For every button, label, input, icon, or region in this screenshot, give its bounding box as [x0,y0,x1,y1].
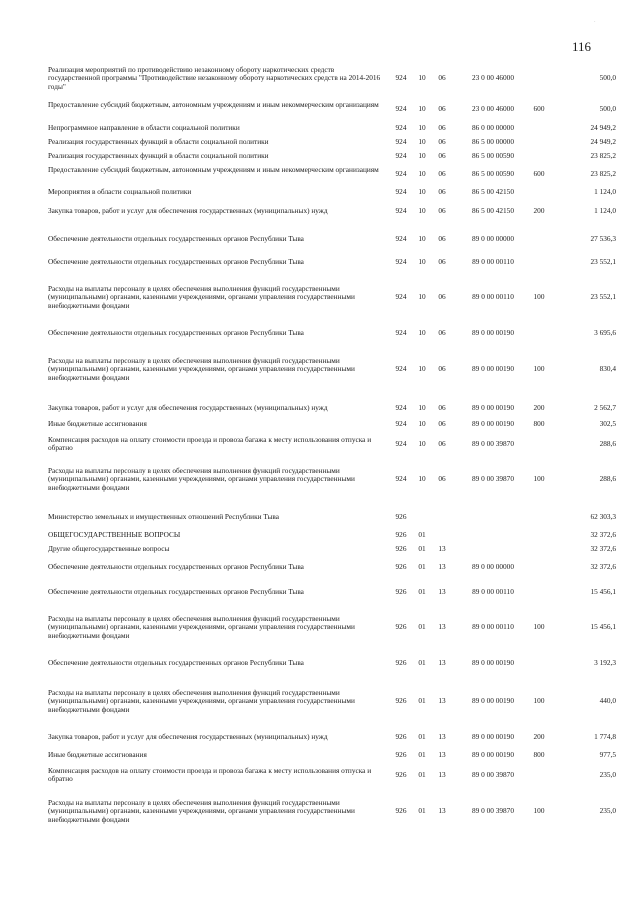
cell-rz: 10 [418,169,426,179]
cell-sum: 440,0 [599,696,616,706]
cell-pr: 06 [438,474,446,484]
cell-name: Компенсация расходов на оплату стоимости проезда и провоза багажа к месту использования отпуска и обратно [48,435,372,453]
cell-ved: 926 [395,622,407,632]
cell-rz: 10 [418,104,426,114]
cell-sum: 500,0 [599,104,616,114]
cell-pr: 06 [438,104,446,114]
cell-name: Расходы на выплаты персоналу в целях обеспечения выполнения функций государственными (муниципальными) органами, казенными учреждениями, органами управления государственными внебюджетными фондами [48,284,355,310]
cell-pr: 06 [438,403,446,412]
cell-vr: 100 [533,806,545,816]
cell-ved: 926 [395,806,407,816]
cell-vr: 100 [533,696,545,706]
cell-ved: 924 [395,73,407,83]
cell-sum: 288,6 [599,439,616,449]
cell-rz: 10 [418,137,426,146]
cell-rz: 10 [418,234,426,243]
cell-pr: 06 [438,187,446,196]
cell-sum: 23 825,2 [590,169,616,179]
cell-ved: 924 [395,187,407,196]
cell-rz: 01 [418,562,426,571]
cell-name: Предоставление субсидий бюджетным, автономным учреждениям и иным некоммерческим организациям [48,100,379,109]
cell-vr: 100 [533,292,545,302]
cell-csr: 86 5 00 42150 [472,206,514,215]
cell-pr: 06 [438,206,446,215]
cell-pr: 06 [438,364,446,374]
cell-pr: 13 [438,806,446,816]
cell-ved: 924 [395,292,407,302]
cell-pr: 13 [438,562,446,571]
cell-rz: 01 [418,732,426,741]
cell-rz: 01 [418,696,426,706]
cell-name: Закупка товаров, работ и услуг для обеспечения государственных (муниципальных) нужд [48,403,328,412]
cell-ved: 924 [395,104,407,114]
cell-sum: 24 949,2 [590,137,616,146]
cell-vr: 100 [533,622,545,632]
cell-sum: 288,6 [599,474,616,484]
cell-sum: 830,4 [599,364,616,374]
cell-rz: 01 [418,622,426,632]
cell-name: Министерство земельных и имущественных отношений Республики Тыва [48,512,279,521]
cell-csr: 89 0 00 00000 [472,234,514,243]
cell-csr: 89 0 00 00190 [472,419,514,428]
cell-sum: 3 192,3 [594,658,616,667]
cell-rz: 10 [418,73,426,83]
cell-csr: 86 0 00 00000 [472,123,514,132]
cell-csr: 89 0 00 00110 [472,587,514,596]
cell-pr: 13 [438,696,446,706]
cell-csr: 86 5 00 00590 [472,169,514,179]
cell-pr: 06 [438,73,446,83]
cell-ved: 924 [395,137,407,146]
cell-rz: 01 [418,544,426,553]
cell-pr: 13 [438,770,446,780]
cell-pr: 13 [438,732,446,741]
cell-ved: 926 [395,750,407,759]
cell-csr: 89 0 00 00190 [472,403,514,412]
cell-name: Обеспечение деятельности отдельных государственных органов Республики Тыва [48,562,304,571]
cell-csr: 89 0 00 39870 [472,474,514,484]
cell-sum: 62 303,3 [590,512,616,521]
cell-sum: 235,0 [599,806,616,816]
cell-pr: 06 [438,151,446,160]
cell-ved: 924 [395,364,407,374]
cell-name: Обеспечение деятельности отдельных государственных органов Республики Тыва [48,257,304,266]
cell-csr: 86 5 00 00000 [472,137,514,146]
cell-name: Обеспечение деятельности отдельных государственных органов Республики Тыва [48,234,304,243]
cell-ved: 924 [395,234,407,243]
cell-pr: 06 [438,137,446,146]
cell-rz: 10 [418,187,426,196]
cell-rz: 10 [418,419,426,428]
cell-csr: 89 0 00 00190 [472,658,514,667]
cell-name: Обеспечение деятельности отдельных государственных органов Республики Тыва [48,328,304,337]
cell-csr: 89 0 00 00190 [472,732,514,741]
cell-name: Предоставление субсидий бюджетным, автономным учреждениям и иным некоммерческим организациям [48,165,379,174]
cell-csr: 86 5 00 42150 [472,187,514,196]
cell-rz: 10 [418,257,426,266]
cell-rz: 01 [418,750,426,759]
cell-rz: 10 [418,151,426,160]
cell-name: Обеспечение деятельности отдельных государственных органов Республики Тыва [48,587,304,596]
cell-csr: 89 0 00 39870 [472,439,514,449]
cell-pr: 06 [438,439,446,449]
cell-csr: 89 0 00 39870 [472,770,514,780]
cell-sum: 1 774,8 [594,732,616,741]
cell-name: Расходы на выплаты персоналу в целях обеспечения выполнения функций государственными (муниципальными) органами, казенными учреждениями, органами управления государственными внебюджетными фондами [48,466,355,492]
cell-vr: 600 [533,169,545,179]
cell-rz: 10 [418,439,426,449]
cell-pr: 06 [438,257,446,266]
cell-csr: 89 0 00 00000 [472,562,514,571]
cell-sum: 1 124,0 [594,187,616,196]
cell-ved: 926 [395,530,407,539]
cell-pr: 13 [438,658,446,667]
cell-sum: 15 456,1 [590,587,616,596]
cell-vr: 600 [533,104,545,114]
cell-csr: 89 0 00 00110 [472,292,514,302]
cell-ved: 926 [395,658,407,667]
cell-vr: 200 [533,403,545,412]
cell-rz: 10 [418,292,426,302]
cell-sum: 23 552,1 [590,257,616,266]
cell-name: Мероприятия в области социальной политики [48,187,192,196]
cell-pr: 13 [438,750,446,759]
cell-pr: 13 [438,587,446,596]
cell-name: Закупка товаров, работ и услуг для обеспечения государственных (муниципальных) нужд [48,732,328,741]
page-number: 116 [572,39,592,54]
cell-name: Непрограммное направление в области социальной политики [48,123,240,132]
cell-sum: 27 536,3 [590,234,616,243]
cell-vr: 100 [533,364,545,374]
cell-sum: 23 825,2 [590,151,616,160]
cell-name: Реализация мероприятий по противодействию незаконному обороту наркотических средств государственной программы "Противодействие незаконному обороту наркотических средств на 2014-2016 годы" [48,65,381,91]
cell-rz: 01 [418,770,426,780]
cell-ved: 924 [395,439,407,449]
cell-pr: 13 [438,622,446,632]
cell-csr: 89 0 00 00190 [472,364,514,374]
cell-name: Компенсация расходов на оплату стоимости проезда и провоза багажа к месту использования отпуска и обратно [48,766,372,784]
cell-pr: 06 [438,292,446,302]
cell-rz: 01 [418,530,426,539]
cell-ved: 924 [395,151,407,160]
cell-name: Иные бюджетные ассигнования [48,750,147,759]
cell-rz: 10 [418,206,426,215]
cell-sum: 500,0 [599,73,616,83]
cell-sum: 32 372,6 [590,544,616,553]
cell-sum: 977,5 [599,750,616,759]
cell-sum: 1 124,0 [594,206,616,215]
cell-pr: 06 [438,169,446,179]
cell-sum: 302,5 [599,419,616,428]
cell-ved: 924 [395,169,407,179]
cell-sum: 24 949,2 [590,123,616,132]
cell-csr: 23 0 00 46000 [472,104,514,114]
cell-csr: 89 0 00 39870 [472,806,514,816]
cell-sum: 235,0 [599,770,616,780]
cell-sum: 32 372,6 [590,530,616,539]
cell-sum: 15 456,1 [590,622,616,632]
cell-pr: 06 [438,419,446,428]
cell-vr: 800 [533,750,545,759]
cell-csr: 89 0 00 00110 [472,622,514,632]
cell-name: Обеспечение деятельности отдельных государственных органов Республики Тыва [48,658,304,667]
cell-ved: 924 [395,403,407,412]
cell-csr: 89 0 00 00110 [472,257,514,266]
cell-rz: 01 [418,806,426,816]
cell-ved: 926 [395,732,407,741]
cell-ved: 926 [395,512,407,521]
corner-mark: · [594,20,596,25]
cell-vr: 100 [533,474,545,484]
cell-ved: 926 [395,562,407,571]
cell-pr: 06 [438,234,446,243]
cell-rz: 10 [418,328,426,337]
cell-sum: 2 562,7 [594,403,616,412]
cell-csr: 86 5 00 00590 [472,151,514,160]
cell-name: Реализация государственных функций в области социальной политики [48,137,269,146]
cell-ved: 926 [395,770,407,780]
cell-name: Иные бюджетные ассигнования [48,419,147,428]
cell-ved: 924 [395,206,407,215]
cell-rz: 10 [418,474,426,484]
cell-pr: 13 [438,544,446,553]
cell-csr: 89 0 00 00190 [472,750,514,759]
cell-pr: 06 [438,123,446,132]
cell-ved: 924 [395,123,407,132]
cell-rz: 10 [418,123,426,132]
cell-name: Расходы на выплаты персоналу в целях обеспечения выполнения функций государственными (муниципальными) органами, казенными учреждениями, органами управления государственными внебюджетными фондами [48,614,355,640]
cell-rz: 10 [418,364,426,374]
cell-ved: 926 [395,587,407,596]
cell-ved: 924 [395,419,407,428]
cell-name: ОБЩЕГОСУДАРСТВЕННЫЕ ВОПРОСЫ [48,530,181,539]
cell-vr: 200 [533,206,545,215]
cell-name: Другие общегосударственные вопросы [48,544,170,553]
cell-sum: 23 552,1 [590,292,616,302]
cell-name: Закупка товаров, работ и услуг для обеспечения государственных (муниципальных) нужд [48,206,328,215]
cell-vr: 200 [533,732,545,741]
cell-ved: 926 [395,696,407,706]
cell-rz: 10 [418,403,426,412]
cell-csr: 89 0 00 00190 [472,696,514,706]
cell-ved: 924 [395,474,407,484]
cell-name: Расходы на выплаты персоналу в целях обеспечения выполнения функций государственными (муниципальными) органами, казенными учреждениями, органами управления государственными внебюджетными фондами [48,688,355,714]
cell-name: Расходы на выплаты персоналу в целях обеспечения выполнения функций государственными (муниципальными) органами, казенными учреждениями, органами управления государственными внебюджетными фондами [48,356,355,382]
cell-vr: 800 [533,419,545,428]
cell-sum: 32 372,6 [590,562,616,571]
cell-ved: 924 [395,257,407,266]
cell-csr: 23 0 00 46000 [472,73,514,83]
cell-csr: 89 0 00 00190 [472,328,514,337]
cell-ved: 926 [395,544,407,553]
cell-rz: 01 [418,658,426,667]
cell-rz: 01 [418,587,426,596]
cell-sum: 3 695,6 [594,328,616,337]
cell-name: Реализация государственных функций в области социальной политики [48,151,269,160]
cell-pr: 06 [438,328,446,337]
cell-ved: 924 [395,328,407,337]
cell-name: Расходы на выплаты персоналу в целях обеспечения выполнения функций государственными (муниципальными) органами, казенными учреждениями, органами управления государственными внебюджетными фондами [48,798,355,824]
